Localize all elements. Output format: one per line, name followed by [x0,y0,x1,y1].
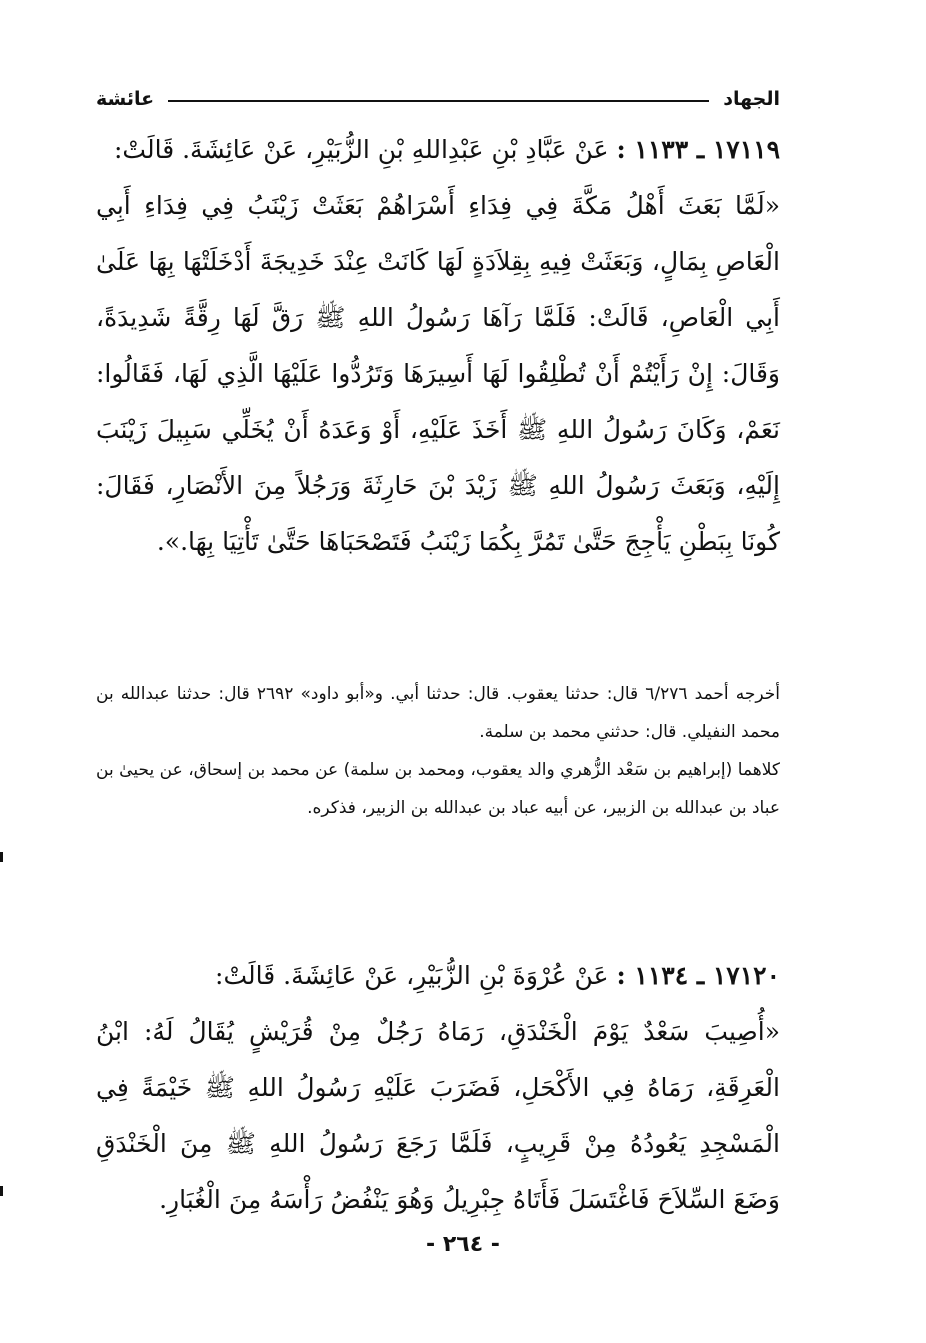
takhrij-paragraph-1: أخرجه أحمد ٦/٢٧٦ قال: حدثنا يعقوب. قال: حدثنا أبي. و«أبو داود» ٢٦٩٢ قال: حدثنا عبدالله بن محمد النفيلي. قال: حدثني محمد بن سلمة. [96,684,780,742]
takhrij-paragraph-2: كلاهما (إبراهيم بن سَعْد الزُّهري والد يعقوب، ومحمد بن سلمة) عن محمد بن إسحاق، عن يحيىٰ بن عباد بن عبدالله بن الزبير، عن أبيه عباد بن عبدالله بن الزبير، فذكره. [96,760,780,818]
scan-edge-mark [0,1186,3,1196]
hadith-17120 [96,948,780,1228]
hadith-isnad: عَنْ عَبَّادِ بْنِ عَبْدِاللهِ بْنِ الزُّبَيْرِ، عَنْ عَائِشَةَ. قَالَتْ: [114,135,609,164]
running-header [96,84,780,114]
hadith-heading [96,122,780,178]
takhrij-notes [96,675,780,827]
hadith-17119 [96,122,780,570]
hadith-matn: «لَمَّا بَعَثَ أَهْلُ مَكَّةَ فِي فِدَاءِ أَسْرَاهُمْ بَعَثَتْ زَيْنَبُ فِي فِدَاءِ أَبِي الْعَاصِ بِمَالٍ، وَبَعَثَتْ فِيهِ بِقِلاَدَةٍ لَهَا كَانَتْ عِنْدَ خَدِيجَةَ أَدْخَلَتْهَا بِهَا عَلَىٰ أَبِي الْعَاصِ، قَالَتْ: فَلَمَّا رَآهَا رَسُولُ اللهِ ﷺ رَقَّ لَهَا رِقَّةً شَدِيدَةً، وَقَالَ: إِنْ رَأَيْتُمْ أَنْ تُطْلِقُوا لَهَا أَسِيرَهَا وَتَرُدُّوا عَلَيْهَا الَّذِي لَهَا، فَقَالُوا: نَعَمْ، وَكَانَ رَسُولُ اللهِ ﷺ أَخَذَ عَلَيْهِ، أَوْ وَعَدَهُ أَنْ يُخَلِّي سَبِيلَ زَيْنَبَ إِلَيْهِ، وَبَعَثَ رَسُولُ اللهِ ﷺ زَيْدَ بْنَ حَارِثَةَ وَرَجُلاً مِنَ الأَنْصَارِ، فَقَالَ: كُونَا بِبَطْنِ يَأْجِجَ حَتَّىٰ تَمُرَّ بِكُمَا زَيْنَبُ فَتَصْحَبَاهَا حَتَّىٰ تَأْتِيَا بِهَا.». [96,191,780,556]
hadith-number: ١٧١١٩ ـ ١١٣٣ : [616,135,780,164]
hadith-heading [96,948,780,1004]
page-number: - ٢٦٤ - [426,1232,500,1257]
header-rule [168,100,709,102]
narrator-title: عائشة [96,88,155,110]
chapter-title: الجهاد [723,88,780,110]
hadith-number: ١٧١٢٠ ـ ١١٣٤ : [616,961,780,990]
hadith-matn: «أُصِيبَ سَعْدٌ يَوْمَ الْخَنْدَقِ، رَمَاهُ رَجُلٌ مِنْ قُرَيْشٍ يُقَالُ لَهُ: ابْنُ الْعَرِقَةِ، رَمَاهُ فِي الأَكْحَلِ، فَضَرَبَ عَلَيْهِ رَسُولُ اللهِ ﷺ خَيْمَةً فِي الْمَسْجِدِ يَعُودُهُ مِنْ قَرِيبٍ، فَلَمَّا رَجَعَ رَسُولُ اللهِ ﷺ مِنَ الْخَنْدَقِ وَضَعَ السِّلاَحَ فَاغْتَسَلَ فَأَتَاهُ جِبْرِيلُ وَهُوَ يَنْفُضُ رَأْسَهُ مِنَ الْغُبَارِ. [96,1017,780,1214]
scan-edge-mark [0,852,3,862]
hadith-isnad: عَنْ عُرْوَةَ بْنِ الزُّبَيْرِ، عَنْ عَائِشَةَ. قَالَتْ: [215,961,609,990]
